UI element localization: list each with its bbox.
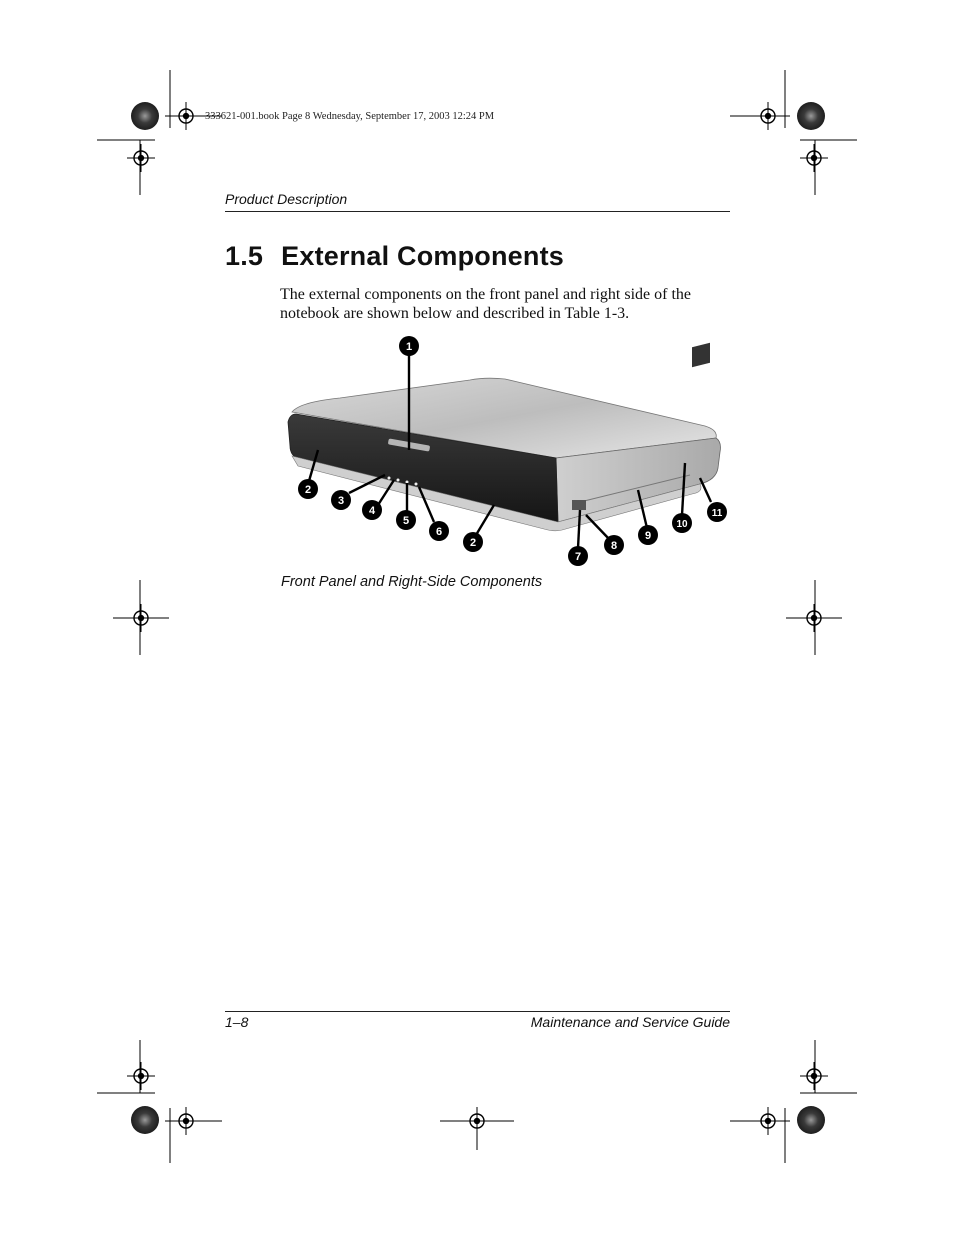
callout-2-left-label: 2 <box>304 484 312 496</box>
callout-5-label: 5 <box>402 515 410 527</box>
section-heading <box>225 241 564 272</box>
callout-10 <box>672 513 692 533</box>
callout-6 <box>429 521 449 541</box>
figure-caption: Front Panel and Right-Side Components <box>281 574 543 590</box>
notebook-figure <box>280 330 740 575</box>
callout-11-label: 11 <box>711 508 723 519</box>
footer-rule <box>225 1011 730 1012</box>
callout-7-label: 7 <box>574 551 582 563</box>
callout-3-label: 3 <box>337 495 345 507</box>
callout-2-right-label: 2 <box>469 537 477 549</box>
callout-4-label: 4 <box>368 505 376 517</box>
callout-1 <box>399 336 419 356</box>
usb-ports <box>572 500 586 510</box>
callout-2-left <box>298 479 318 499</box>
callout-9-label: 9 <box>644 530 652 542</box>
callout-6-label: 6 <box>435 526 443 538</box>
callout-3 <box>331 490 351 510</box>
callout-1-label: 1 <box>405 341 413 353</box>
header-rule <box>225 211 730 212</box>
callout-4 <box>362 500 382 520</box>
body-paragraph: The external components on the front panel and right side of the notebook are shown below and described in Table 1-3. <box>280 286 691 322</box>
callout-8 <box>604 535 624 555</box>
callout-10-label: 10 <box>676 519 688 530</box>
callout-5 <box>396 510 416 530</box>
section-title: External Components <box>281 241 564 271</box>
print-info: 333621-001.book Page 8 Wednesday, September 17, 2003 12:24 PM <box>205 111 495 122</box>
page-number: 1–8 <box>225 1014 249 1030</box>
guide-title: Maintenance and Service Guide <box>530 1014 730 1030</box>
callout-8-label: 8 <box>610 540 618 552</box>
callout-9 <box>638 525 658 545</box>
section-number: 1.5 <box>225 241 264 271</box>
card-slot <box>692 343 710 367</box>
callout-11 <box>707 502 727 522</box>
callout-7 <box>568 546 588 566</box>
running-head: Product Description <box>225 191 348 207</box>
callout-2-right <box>463 532 483 552</box>
